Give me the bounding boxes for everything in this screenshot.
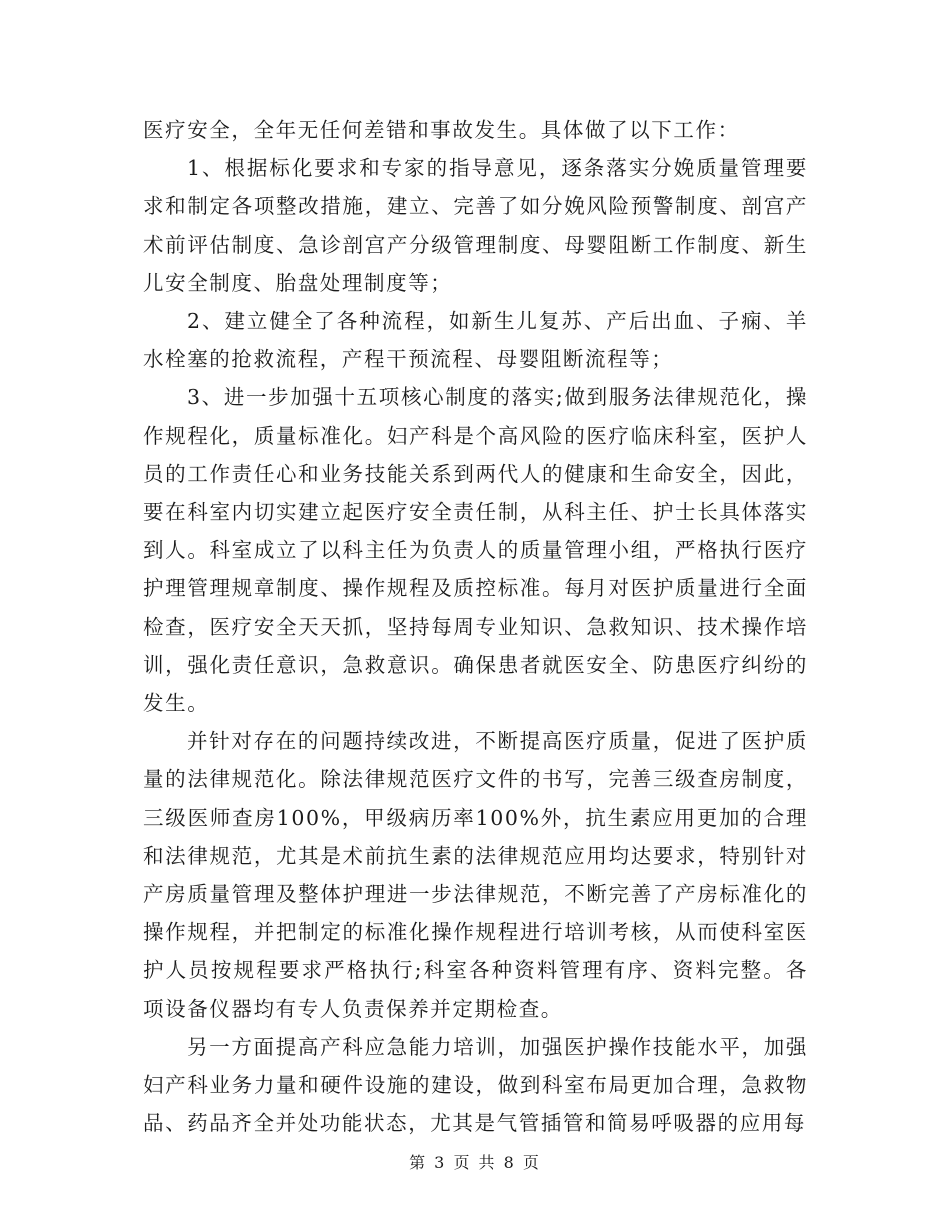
paragraph-safety-summary: 医疗安全，全年无任何差错和事故发生。具体做了以下工作： <box>143 118 740 142</box>
paragraph-item-1-standards: 1、根据标化要求和专家的指导意见，逐条落实分娩质量管理要求和制定各项整改措施，建立、完善了如分娩风险预警制度、剖宫产术前评估制度、急诊剖宫产分级管理制度、母婴阻断工作制度、新生儿安全制度、胎盘处理制度等； <box>143 156 808 295</box>
page-number-footer: 第 3 页 共 8 页 <box>409 1153 541 1172</box>
paragraph-item-2-processes: 2、建立健全了各种流程，如新生儿复苏、产后出血、子痫、羊水栓塞的抢救流程，产程干预流程、母婴阻断流程等； <box>143 309 808 372</box>
document-body <box>143 111 808 1142</box>
paragraph-item-3-core-systems: 3、进一步加强十五项核心制度的落实;做到服务法律规范化，操作规程化，质量标准化。妇产科是个高风险的医疗临床科室，医护人员的工作责任心和业务技能关系到两代人的健康和生命安全，因此，要在科室内切实建立起医疗安全责任制，从科主任、护士长具体落实到人。科室成立了以科主任为负责人的质量管理小组，严格执行医疗护理管理规章制度、操作规程及质控标准。每月对医护质量进行全面检查，医疗安全天天抓，坚持每周专业知识、急救知识、技术操作培训，强化责任意识，急救意识。确保患者就医安全、防患医疗纠纷的发生。 <box>143 385 808 716</box>
paragraph-quality-improvement: 并针对存在的问题持续改进，不断提高医疗质量，促进了医护质量的法律规范化。除法律规范医疗文件的书写，完善三级查房制度，三级医师查房100%，甲级病历率100%外，抗生素应用更加的合理和法律规范，尤其是术前抗生素的法律规范应用均达要求，特别针对产房质量管理及整体护理进一步法律规范，不断完善了产房标准化的操作规程，并把制定的标准化操作规程进行培训考核，从而使科室医护人员按规程要求严格执行;科室各种资料管理有序、资料完整。各项设备仪器均有专人负责保养并定期检查。 <box>143 729 808 1021</box>
paragraph-emergency-training: 另一方面提高产科应急能力培训，加强医护操作技能水平，加强妇产科业务力量和硬件设施的建设，做到科室布局更加合理，急救物品、药品齐全并处功能状态，尤其是气管插管和简易呼吸器的应用每 <box>143 1034 808 1136</box>
